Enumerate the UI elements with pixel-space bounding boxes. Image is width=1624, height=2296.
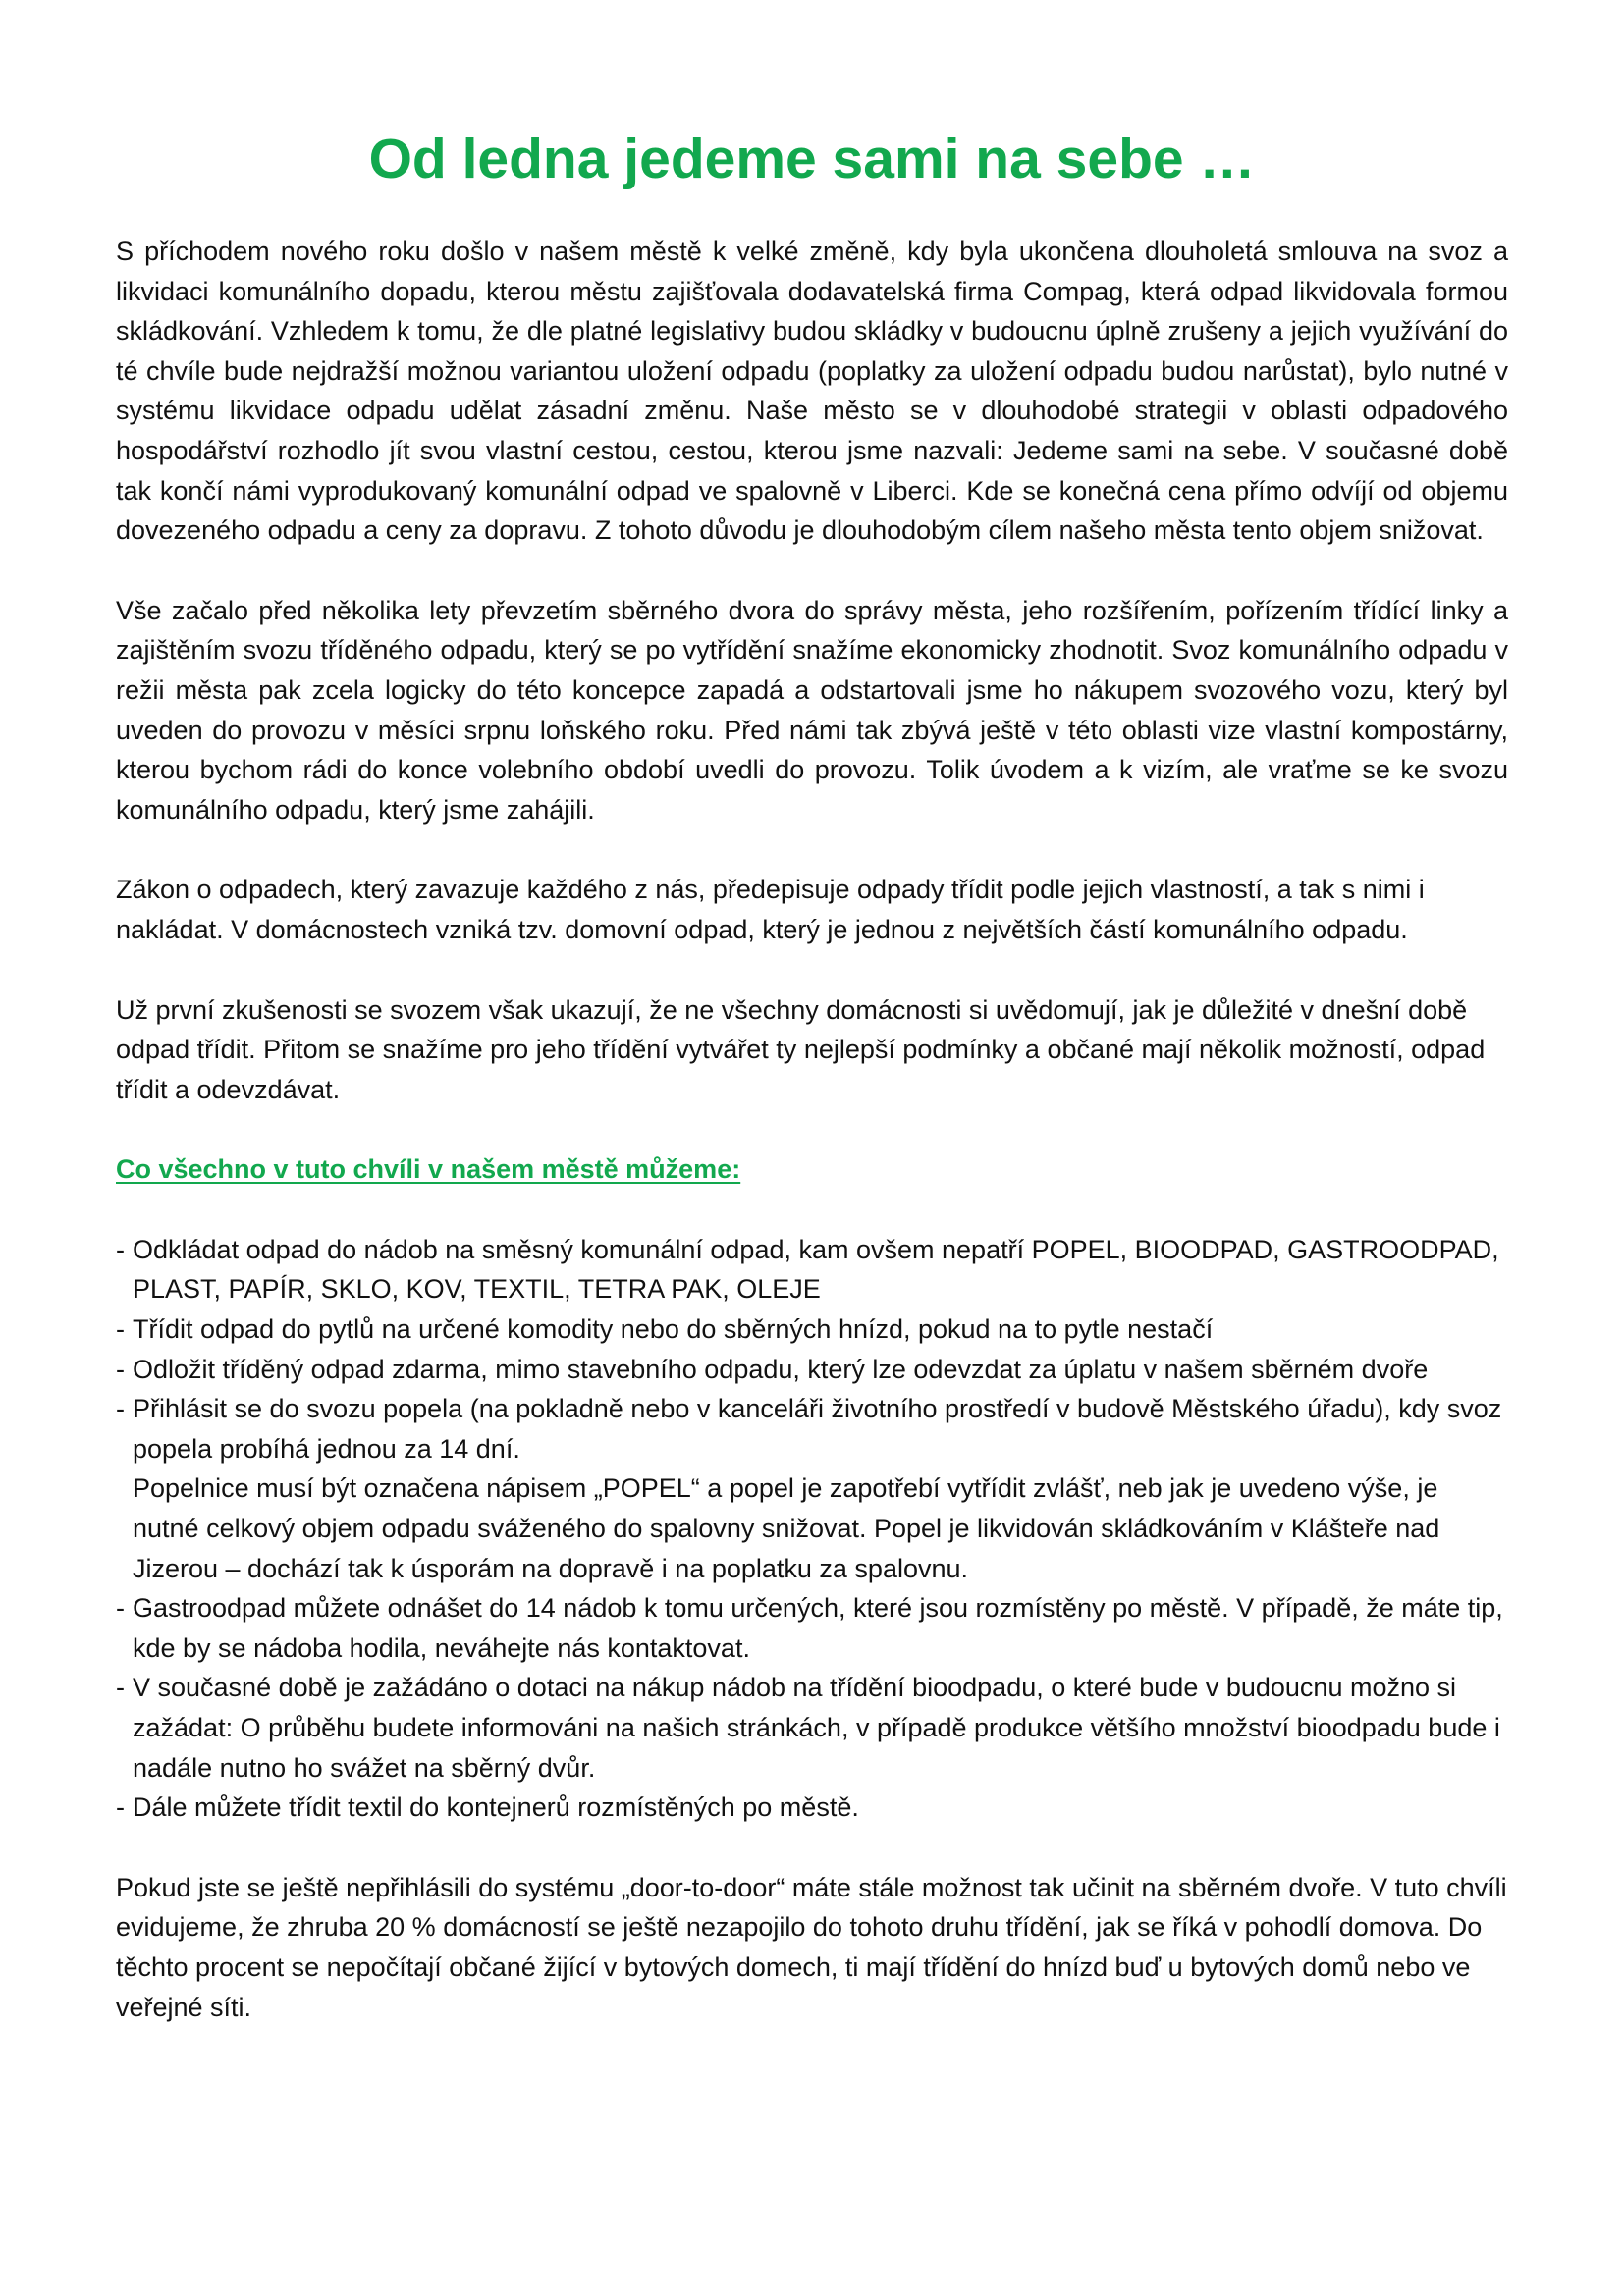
dash-bullet-icon: - (116, 1593, 125, 1624)
options-list (116, 1230, 1508, 1828)
dash-bullet-icon: - (116, 1354, 125, 1384)
article-body (116, 232, 1508, 2027)
list-item-text: Přihlásit se do svozu popela (na pokladně nebo v kanceláři životního prostředí v budově Městského úřadu), kdy svoz popela probíhá jednou za 14 dní. (133, 1394, 1502, 1464)
closing-paragraph: Pokud jste se ještě nepřihlásili do systému „door-to-door“ máte stále možnost tak učinit na sběrném dvoře. V tuto chvíli evidujeme, že zhruba 20 % domácností se ještě nezapojilo do tohoto druhu třídění, jak se říká v pohodlí domova. Do těchto procent se nepočítají občané žijící v bytových domech, ti mají třídění do hnízd buď u bytových domů nebo ve veřejné síti. (116, 1872, 1507, 2022)
list-item-text: V současné době je zažádáno o dotaci na nákup nádob na třídění bioodpadu, o které bude v budoucnu možno si zažádat: O průběhu budete informováni na našich stránkách, v případě produkce většího množství bioodpadu bude i nadále nutno ho svážet na sběrný dvůr. (133, 1673, 1500, 1783)
list-item-text: Dále můžete třídit textil do kontejnerů rozmístěných po městě. (133, 1792, 859, 1823)
list-item (116, 1230, 1508, 1309)
list-item (116, 1668, 1508, 1788)
list-item (116, 1309, 1508, 1350)
page-title: Od ledna jedeme sami na sebe … (368, 128, 1256, 190)
intro-paragraph: S příchodem nového roku došlo v našem městě k velké změně, kdy byla ukončena dlouholetá smlouva na svoz a likvidaci komunálního dopadu, kterou městu zajišťovala dodavatelská firma Compag, která odpad likvidovala formou skládkování. Vzhledem k tomu, že dle platné legislativy budou skládky v budoucnu úplně zrušeny a jejich využívání do té chvíle bude nejdražší možnou variantou uložení odpadu (poplatky za uložení odpadu budou narůstat), bylo nutné v systému likvidace odpadu udělat zásadní změnu. Naše město se v dlouhodobé strategii v oblasti odpadového hospodářství rozhodlo jít svou vlastní cestou, cestou, kterou jsme nazvali: Jedeme sami na sebe. V současné době tak končí námi vyprodukovaný komunální odpad ve spalovně v Liberci. Kde se konečná cena přímo odvíjí od objemu dovezeného odpadu a ceny za dopravu. Z tohoto důvodu je dlouhodobým cílem našeho města tento objem snižovat. (116, 237, 1508, 546)
list-item-text: Odložit tříděný odpad zdarma, mimo stavebního odpadu, který lze odevzdat za úplatu v našem sběrném dvoře (133, 1354, 1429, 1384)
history-paragraph: Vše začalo před několika lety převzetím sběrného dvora do správy města, jeho rozšířením, pořízením třídící linky a zajištěním svozu tříděného odpadu, který se po vytřídění snažíme ekonomicky zhodnotit. Svoz komunálního odpadu v režii města pak zcela logicky do této koncepce zapadá a odstartovali jsme ho nákupem svozového vozu, který byl uveden do provozu v měsíci srpnu loňského roku. Před námi tak zbývá ještě v této oblasti vize vlastní kompostárny, kterou bychom rádi do konce volebního období uvedli do provozu. Tolik úvodem a k vizím, ale vraťme se ke svozu komunálního odpadu, který jsme zahájili. (116, 595, 1508, 825)
dash-bullet-icon: - (116, 1673, 125, 1703)
dash-bullet-icon: - (116, 1314, 125, 1345)
list-item (116, 1350, 1508, 1390)
list-item-text: Třídit odpad do pytlů na určené komodity nebo do sběrných hnízd, pokud na to pytle nestačí (133, 1314, 1214, 1345)
list-item-text: Odkládat odpad do nádob na směsný komunální odpad, kam ovšem nepatří POPEL, BIOODPAD, GASTROODPAD, PLAST, PAPÍR, SKLO, KOV, TEXTIL, TETRA PAK, OLEJE (133, 1234, 1499, 1305)
list-item (116, 1389, 1508, 1588)
section-heading: Co všechno v tuto chvíli v našem městě můžeme: (116, 1154, 741, 1185)
experience-paragraph: Už první zkušenosti se svozem však ukazují, že ne všechny domácnosti si uvědomují, jak je důležité v dnešní době odpad třídit. Přitom se snažíme pro jeho třídění vytvářet ty nejlepší podmínky a občané mají několik možností, odpad třídit a odevzdávat. (116, 994, 1486, 1104)
list-item (116, 1788, 1508, 1828)
list-item (116, 1588, 1508, 1668)
dash-bullet-icon: - (116, 1792, 125, 1823)
list-item-note: Popelnice musí být označena nápisem „POPEL“ a popel je zapotřebí vytřídit zvlášť, neb jak je uvedeno výše, je nutné celkový objem odpadu sváženého do spalovny snižovat. Popel je likvidován skládkováním v Klášteře nad Jizerou – dochází tak k úsporám na dopravě i na poplatku za spalovnu. (133, 1473, 1440, 1583)
dash-bullet-icon: - (116, 1394, 125, 1424)
list-item-text: Gastroodpad můžete odnášet do 14 nádob k tomu určených, které jsou rozmístěny po městě. V případě, že máte tip, kde by se nádoba hodila, neváhejte nás kontaktovat. (133, 1593, 1503, 1663)
law-paragraph: Zákon o odpadech, který zavazuje každého z nás, předepisuje odpady třídit podle jejich vlastností, a tak s nimi i nakládat. V domácnostech vzniká tzv. domovní odpad, který je jednou z největších částí komunálního odpadu. (116, 875, 1425, 944)
dash-bullet-icon: - (116, 1234, 125, 1264)
